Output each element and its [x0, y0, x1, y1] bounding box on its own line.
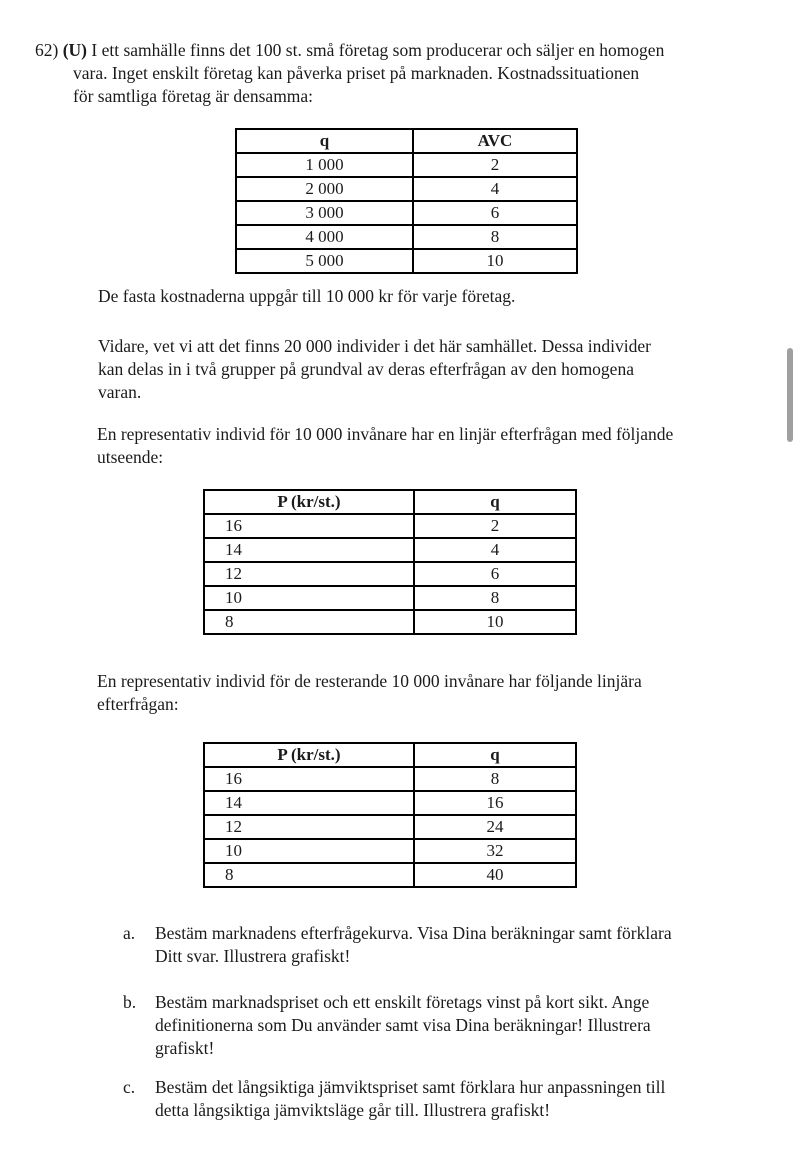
table-cell: 4 — [413, 177, 577, 201]
text-line: Bestäm marknadspriset och ett enskilt företags vinst på kort sikt. Ange — [155, 992, 650, 1012]
table-cell: 10 — [414, 610, 576, 634]
text-line: Vidare, vet vi att det finns 20 000 individer i det här samhället. Dessa individer — [98, 336, 651, 356]
text-line: detta långsiktiga jämviktsläge går till. Illustrera grafiskt! — [155, 1100, 551, 1120]
text-line: kan delas in i två grupper på grundval av deras efterfrågan av den homogena — [98, 359, 634, 379]
problem-intro-paragraph — [35, 39, 664, 108]
text-line: utseende: — [97, 447, 164, 467]
table-row — [204, 538, 576, 562]
table-header-cell: q — [414, 743, 576, 767]
table-cell: 14 — [204, 538, 414, 562]
demand-intro-1-paragraph — [97, 423, 673, 469]
table-cell: 1 000 — [236, 153, 413, 177]
table-row — [204, 514, 576, 538]
table-header-row — [204, 490, 576, 514]
text-line: Bestäm marknadens efterfrågekurva. Visa Dina beräkningar samt förklara — [155, 923, 672, 943]
task-text — [155, 922, 672, 968]
table-cell: 4 000 — [236, 225, 413, 249]
text-line: En representativ individ för 10 000 invånare har en linjär efterfrågan med följande — [97, 424, 674, 444]
task-item-a — [123, 922, 672, 968]
table-header-cell: P (kr/st.) — [204, 743, 414, 767]
table-cell: 6 — [414, 562, 576, 586]
table-cell: 14 — [204, 791, 414, 815]
table-row — [204, 863, 576, 887]
table-cell: 5 000 — [236, 249, 413, 273]
table-cell: 4 — [414, 538, 576, 562]
demand-intro-2-paragraph — [97, 670, 642, 716]
problem-tag: (U) — [62, 40, 87, 60]
table-row — [204, 839, 576, 863]
table-cell: 2 000 — [236, 177, 413, 201]
fixed-cost-paragraph — [98, 285, 515, 308]
table-cell: 16 — [414, 791, 576, 815]
table-cell: 24 — [414, 815, 576, 839]
table-header-cell: AVC — [413, 129, 577, 153]
table-cell: 10 — [204, 839, 414, 863]
text-line: Ditt svar. Illustrera grafiskt! — [155, 946, 351, 966]
table-row — [236, 249, 577, 273]
text-line: varan. — [98, 382, 142, 402]
population-paragraph — [98, 335, 651, 404]
table-cell: 3 000 — [236, 201, 413, 225]
task-text — [155, 991, 651, 1060]
task-marker: a. — [123, 923, 136, 943]
table-row — [236, 201, 577, 225]
table-header-cell: q — [414, 490, 576, 514]
table-row — [204, 586, 576, 610]
table-cell: 8 — [414, 586, 576, 610]
table-row — [236, 225, 577, 249]
intro-line-3: för samtliga företag är densamma: — [73, 86, 314, 106]
demand-table-1 — [203, 489, 577, 635]
table-cell: 8 — [204, 610, 414, 634]
table-cell: 12 — [204, 815, 414, 839]
text-line: De fasta kostnaderna uppgår till 10 000 kr för varje företag. — [98, 286, 516, 306]
table-row — [204, 610, 576, 634]
demand-table-2 — [203, 742, 577, 888]
problem-number: 62) — [35, 40, 59, 60]
scrollbar-thumb[interactable] — [787, 348, 793, 442]
table-cell: 10 — [204, 586, 414, 610]
table-row — [236, 153, 577, 177]
task-item-b — [123, 991, 651, 1060]
table-cell: 8 — [414, 767, 576, 791]
table-header-cell: P (kr/st.) — [204, 490, 414, 514]
table-cell: 12 — [204, 562, 414, 586]
text-line: En representativ individ för de resterande 10 000 invånare har följande linjära — [97, 671, 642, 691]
table-header-row — [236, 129, 577, 153]
text-line: efterfrågan: — [97, 694, 179, 714]
text-line: definitionerna som Du använder samt visa Dina beräkningar! Illustrera — [155, 1015, 651, 1035]
table-cell: 16 — [204, 514, 414, 538]
table-cell: 8 — [413, 225, 577, 249]
table-row — [204, 791, 576, 815]
task-item-c — [123, 1076, 665, 1122]
table-row — [204, 562, 576, 586]
table-row — [236, 177, 577, 201]
table-cell: 2 — [414, 514, 576, 538]
intro-line-2: vara. Inget enskilt företag kan påverka priset på marknaden. Kostnadssituationen — [73, 63, 640, 83]
table-row — [204, 815, 576, 839]
text-line — [35, 39, 664, 62]
table-cell: 2 — [413, 153, 577, 177]
table-cell: 40 — [414, 863, 576, 887]
cost-table — [235, 128, 578, 274]
task-marker: c. — [123, 1077, 136, 1097]
table-cell: 32 — [414, 839, 576, 863]
text-line: grafiskt! — [155, 1038, 215, 1058]
intro-line-1: I ett samhälle finns det 100 st. små företag som producerar och säljer en homogen — [91, 40, 665, 60]
task-text — [155, 1076, 665, 1122]
table-row — [204, 767, 576, 791]
task-marker: b. — [123, 992, 137, 1012]
table-cell: 8 — [204, 863, 414, 887]
table-header-row — [204, 743, 576, 767]
table-cell: 10 — [413, 249, 577, 273]
text-line: Bestäm det långsiktiga jämviktspriset samt förklara hur anpassningen till — [155, 1077, 666, 1097]
table-header-cell: q — [236, 129, 413, 153]
table-cell: 16 — [204, 767, 414, 791]
table-cell: 6 — [413, 201, 577, 225]
